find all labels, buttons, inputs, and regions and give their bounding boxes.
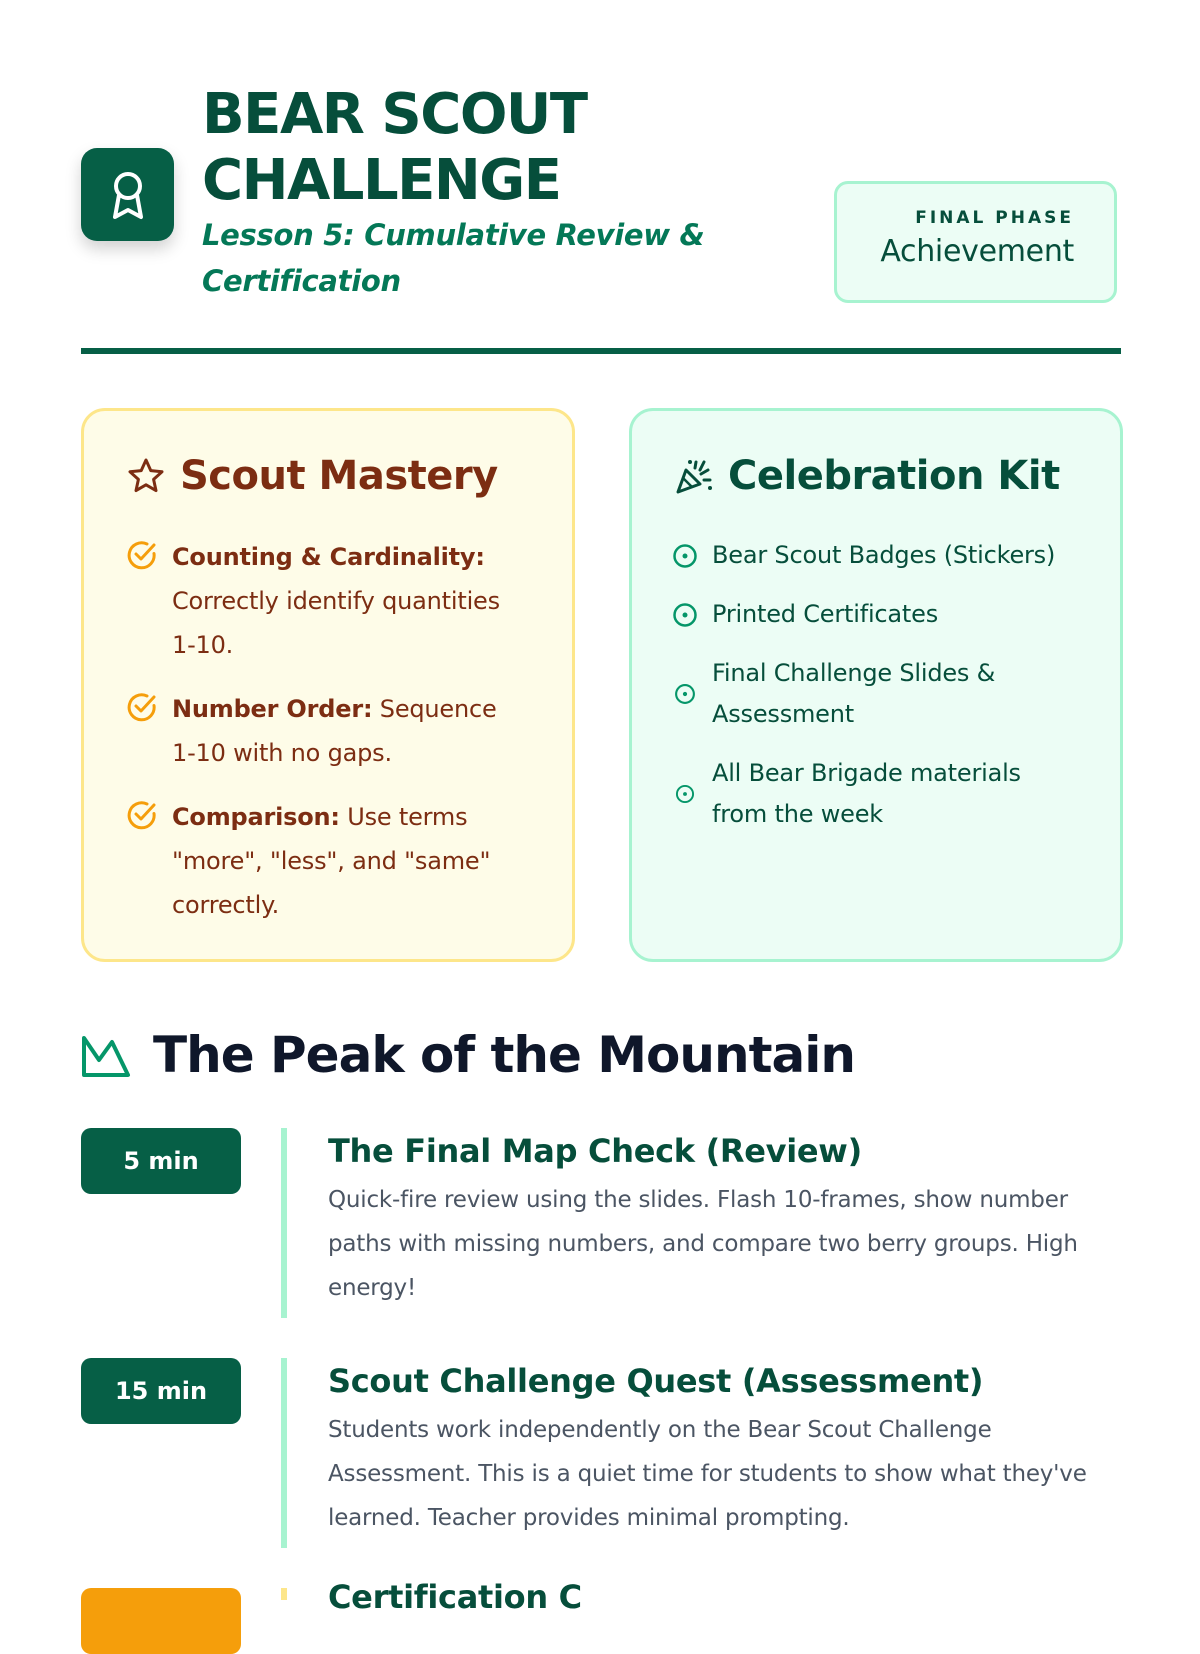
circle-dot-icon: [672, 683, 698, 705]
time-badge: 5 min: [81, 1128, 241, 1194]
step-description: Quick-fire review using the slides. Flash 10-frames, show number paths with missing numbers, and compare two berry groups. High energy!: [328, 1187, 1078, 1301]
circle-dot-icon: [672, 784, 698, 804]
celebration-kit-heading: [674, 453, 1060, 499]
scout-mastery-card: [81, 408, 575, 962]
phase-badge: [834, 181, 1117, 303]
section-heading: [81, 1026, 855, 1084]
mastery-item-text: [172, 535, 526, 667]
timeline-bar: [281, 1588, 287, 1600]
award-logo: [81, 148, 174, 241]
page-title: BEAR SCOUT CHALLENGE: [202, 82, 587, 213]
kit-item: [672, 753, 1092, 835]
lesson-subtitle: Lesson 5: Cumulative Review & Certification: [202, 218, 705, 298]
award-icon: [106, 169, 150, 221]
circle-dot-icon: [672, 602, 698, 628]
time-badge: 15 min: [81, 1358, 241, 1424]
step-content: [328, 1358, 1118, 1540]
step-content: [328, 1128, 1118, 1310]
mastery-item: [126, 535, 526, 667]
star-icon: [126, 456, 166, 496]
kit-item-text: Printed Certificates: [712, 600, 939, 628]
section-title: The Peak of the Mountain: [153, 1026, 855, 1084]
kit-list: [672, 535, 1092, 853]
phase-value: Achievement: [880, 234, 1074, 269]
check-circle-icon: [126, 539, 158, 571]
step-title: The Final Map Check (Review): [328, 1132, 862, 1170]
mastery-item-text: [172, 795, 526, 927]
mastery-item-label: Counting & Cardinality:: [172, 543, 485, 571]
step-title: Scout Challenge Quest (Assessment): [328, 1362, 984, 1400]
step-title: Certification C: [328, 1578, 582, 1616]
party-popper-icon: [674, 456, 714, 496]
mastery-item: [126, 687, 526, 775]
celebration-kit-card: [629, 408, 1123, 962]
timeline-step: [81, 1128, 1121, 1318]
mastery-item-text: [172, 687, 526, 775]
step-content: [328, 1574, 1118, 1620]
kit-item: [672, 653, 1092, 735]
mastery-item-desc: Correctly identify quantities 1-10.: [172, 587, 500, 659]
scout-mastery-title: Scout Mastery: [180, 453, 498, 499]
kit-item: [672, 535, 1092, 576]
timeline-bar: [281, 1128, 287, 1318]
phase-label: FINAL PHASE: [915, 208, 1074, 228]
mastery-item-label: Comparison:: [172, 803, 340, 831]
kit-item-text: Final Challenge Slides & Assessment: [712, 659, 996, 728]
lesson-page: [81, 0, 1121, 1616]
timeline-step: [81, 1358, 1121, 1548]
time-badge: [81, 1588, 241, 1654]
check-circle-icon: [126, 799, 158, 831]
header-divider: [81, 348, 1121, 354]
circle-dot-icon: [672, 543, 698, 569]
timeline-bar: [281, 1358, 287, 1548]
mastery-item: [126, 795, 526, 927]
check-circle-icon: [126, 691, 158, 723]
mastery-item-label: Number Order:: [172, 695, 373, 723]
celebration-kit-title: Celebration Kit: [728, 453, 1060, 499]
kit-item-text: Bear Scout Badges (Stickers): [712, 541, 1056, 569]
step-description: Students work independently on the Bear Scout Challenge Assessment. This is a quiet time for students to show what they've learned. Teacher provides minimal prompting.: [328, 1417, 1087, 1531]
mastery-item-desc: Use terms "more", "less", and "same" correctly.: [172, 803, 491, 919]
scout-mastery-heading: [126, 453, 498, 499]
timeline-step: [81, 1578, 1121, 1616]
mastery-list: [126, 535, 526, 947]
mastery-item-desc: Sequence 1-10 with no gaps.: [172, 695, 497, 767]
kit-item-text: All Bear Brigade materials from the week: [712, 759, 1021, 828]
mountain-icon: [81, 1032, 131, 1078]
kit-item: [672, 594, 1092, 635]
